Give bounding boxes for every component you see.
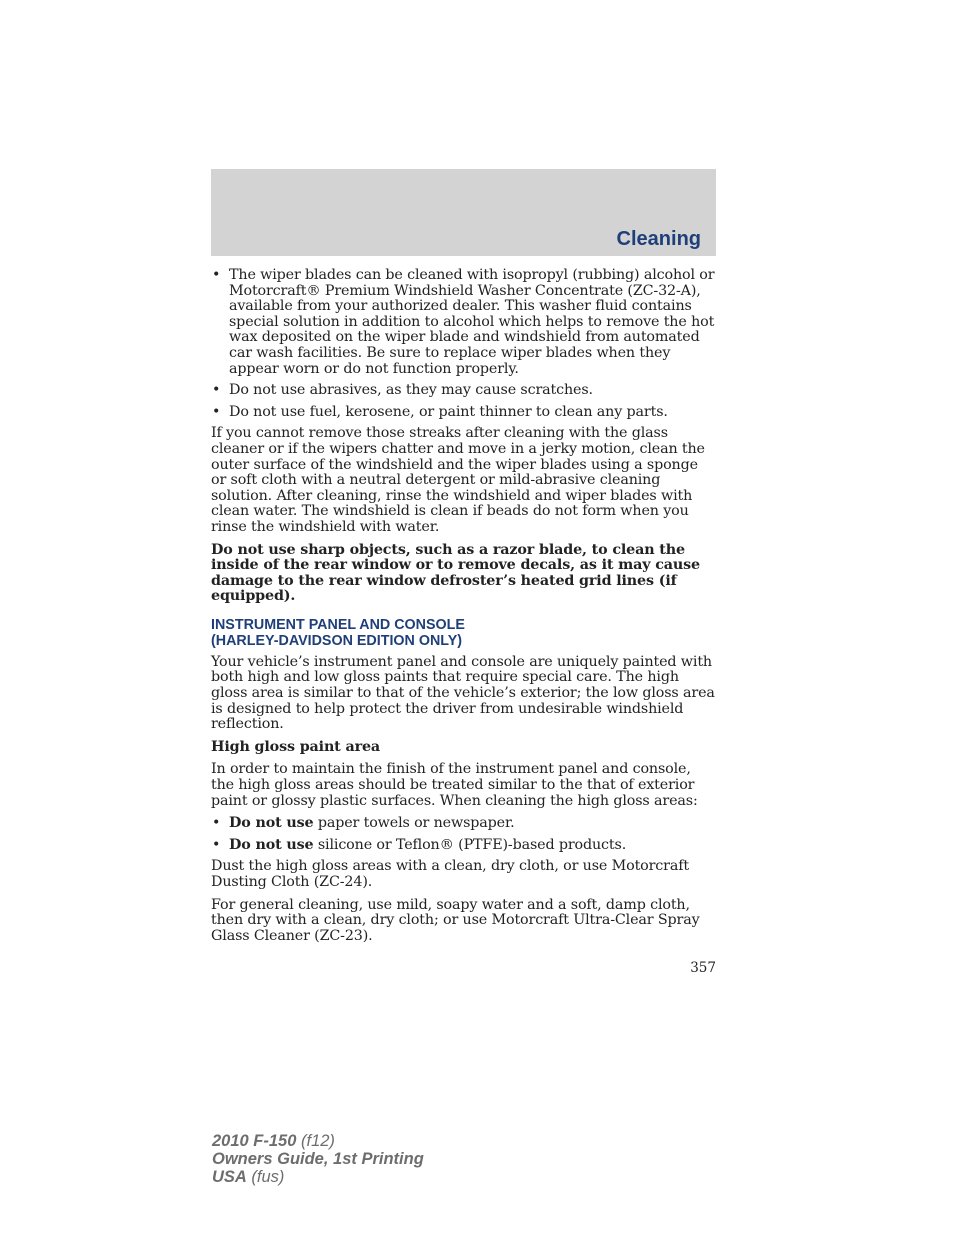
page-content (211, 268, 716, 951)
bullet-text: Do not use fuel, kerosene, or paint thinner to clean any parts. (229, 403, 668, 420)
bullet-text: paper towels or newspaper. (313, 815, 515, 832)
footer-guide: Owners Guide, 1st Printing (212, 1150, 424, 1168)
bullet-item (211, 838, 716, 854)
footer-line1 (212, 1132, 424, 1150)
paragraph-gloss: In order to maintain the finish of the instrument panel and console, the high gloss areas should be treated similar to the that of exterior paint or glossy plastic surfaces. When cleaning the high gloss areas: (211, 761, 698, 809)
page-number: 357 (690, 960, 716, 976)
footer-market: USA (212, 1168, 247, 1186)
footer-model-code: (f12) (296, 1132, 335, 1150)
bullet-item (211, 268, 716, 377)
bullet-glyph: • (212, 267, 221, 283)
paragraph-streaks: If you cannot remove those streaks after cleaning with the glass cleaner or if the wipers chatter and move in a jerky motion, clean the outer surface of the windshield and the wiper blades using a sponge or soft cloth with a neutral detergent or mild-abrasive cleaning solution. After cleaning, rinse the windshield and wiper blades with clean water. The windshield is clean if beads do not form when you rinse the windshield with water. (211, 425, 705, 535)
paragraph-general: For general cleaning, use mild, soapy water and a soft, damp cloth, then dry with a clean, dry cloth; or use Motorcraft Ultra-Clear Spray Glass Cleaner (ZC-23). (211, 896, 700, 944)
bullet-text: The wiper blades can be cleaned with isopropyl (rubbing) alcohol or Motorcraft® Premium Windshield Washer Concentrate (ZC-32-A), available from your authorized dealer. This washer fluid contains special solution in addition to alcohol which helps to remove the hot wax deposited on the wiper blade and windshield from automated car wash facilities. Be sure to replace wiper blades when they appear worn or do not function properly. (229, 267, 715, 377)
bullet-bold-text: Do not use (229, 836, 314, 853)
bullet-item (211, 383, 716, 399)
bullet-item (211, 405, 716, 421)
warning-paragraph: Do not use sharp objects, such as a razor blade, to clean the inside of the rear window or to remove decals, as it may cause damage to the rear window defroster’s heated grid lines (if equipped). (211, 541, 700, 605)
section-heading (211, 617, 716, 649)
bullet-glyph: • (212, 836, 221, 853)
section-title: Cleaning (616, 228, 701, 250)
section-header-band (211, 169, 716, 256)
paragraph-panel: Your vehicle’s instrument panel and console are uniquely painted with both high and low gloss paints that require special care. The high gloss area is similar to that of the vehicle’s exterior; the low gloss area is designed to help protect the driver from undesirable windshield reflection. (211, 653, 715, 733)
footer (212, 1132, 424, 1186)
footer-market-code: (fus) (246, 1168, 285, 1186)
footer-model: 2010 F-150 (212, 1132, 297, 1150)
footer-line2 (212, 1150, 424, 1168)
footer-line3 (212, 1168, 424, 1186)
bullet-glyph: • (212, 403, 221, 420)
bullet-glyph: • (212, 382, 221, 399)
paragraph-dust: Dust the high gloss areas with a clean, dry cloth, or use Motorcraft Dusting Cloth (ZC-24). (211, 858, 689, 890)
bullet-glyph: • (212, 815, 221, 832)
bullet-bold-text: Do not use (229, 815, 314, 832)
bullet-text: silicone or Teflon® (PTFE)-based products. (313, 836, 627, 853)
bullet-item (211, 816, 716, 832)
section-heading-line1: INSTRUMENT PANEL AND CONSOLE (211, 616, 465, 633)
bullet-text: Do not use abrasives, as they may cause scratches. (229, 382, 593, 399)
subheading: High gloss paint area (211, 738, 381, 755)
section-heading-line2: (HARLEY-DAVIDSON EDITION ONLY) (211, 632, 463, 649)
